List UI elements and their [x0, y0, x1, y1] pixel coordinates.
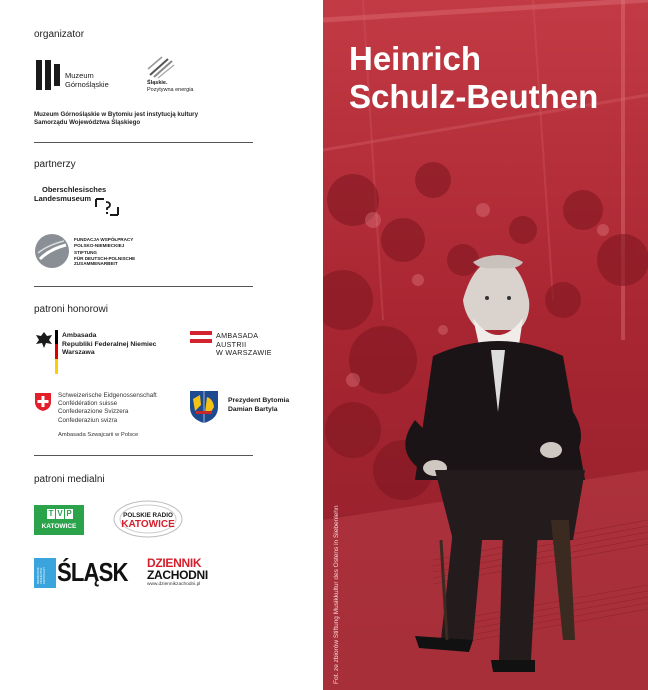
bytom-line2: Damian Bartyla: [228, 405, 278, 413]
tvp-letter: P: [66, 509, 72, 518]
section-title-media: patroni medialni: [34, 474, 105, 485]
divider: [34, 286, 253, 287]
oslm-line2: Landesmuseum: [34, 194, 92, 203]
dziennik-zachodni-logo: [143, 556, 223, 590]
tvp-letter: V: [57, 509, 63, 518]
fwpn-line2: POLSKO-NIEMIECKIEJ: [74, 242, 125, 248]
oslm-line1: Oberschlesisches: [42, 185, 107, 194]
radio-line1: POLSKIE RADIO: [123, 512, 173, 519]
slask-wordmark: ŚLĄSK: [57, 557, 128, 587]
slaskie-logo-line1: Śląskie.: [147, 80, 168, 86]
germany-line2: Republiki Federalnej Niemiec: [62, 340, 157, 348]
fwpn-line5: ZUSAMMENARBEIT: [74, 261, 118, 267]
bytom-line1: Prezydent Bytomia: [228, 397, 290, 404]
dziennik-line1: DZIENNIK: [147, 556, 202, 570]
dziennik-line2: ZACHODNI: [147, 568, 208, 582]
organizer-note-line2: Samorządu Województwa Śląskiego: [34, 118, 141, 126]
germany-line1: Ambasada: [62, 332, 97, 339]
section-title-honorary: patroni honorowi: [34, 304, 108, 315]
fwpn-line1: FUNDACJA WSPÓŁPRACY: [74, 237, 134, 242]
dziennik-url: www.dziennikzachodni.pl: [147, 582, 201, 587]
photo-credit: Fot. ze zbiorów Stiftung Musikkultur des Ostens in Siebenlehn: [333, 505, 340, 684]
austria-line2: AUSTRII: [216, 339, 247, 349]
fwpn-road-icon: [34, 233, 70, 269]
museum-logo-line2: Górnośląskie: [65, 79, 109, 89]
museum-logo-line1: Muzeum: [65, 71, 94, 80]
oslm-mark-icon: [94, 197, 120, 217]
fwpn-line4: FÜR DEUTSCH-POLNISCHE: [74, 255, 136, 261]
slaskie-logo-line2: Pozytywna energia: [147, 86, 194, 93]
bytom-coat-of-arms-icon: [188, 389, 220, 425]
tvp-letter: T: [48, 509, 54, 518]
slask-side-line1: MIESIĘCZNIK: [37, 567, 40, 584]
slask-side-box: [34, 558, 56, 588]
swiss-line4: Confederaziun svizra: [58, 416, 118, 424]
polskie-radio-katowice-logo: [112, 499, 184, 539]
bytom-president-logo: [188, 389, 298, 425]
germany-line3: Warszawa: [62, 349, 95, 356]
slask-side-line3: KULTURALNY: [43, 567, 47, 584]
tvp-katowice-logo: [34, 505, 84, 535]
divider: [34, 142, 253, 143]
section-title-partners: partnerzy: [34, 159, 76, 170]
organizer-note-line1: Muzeum Górnośląskie w Bytomiu jest instytucją kultury: [34, 111, 199, 118]
german-embassy-logo: [34, 330, 174, 374]
left-panel: [0, 0, 323, 690]
austria-flag-icon: [190, 331, 212, 343]
cover-panel: [323, 0, 648, 690]
german-eagle-icon: [34, 330, 54, 350]
austria-line3: W WARSZAWIE: [216, 348, 272, 357]
austrian-embassy-logo: [190, 331, 290, 361]
muzeum-gornoslaskie-logo: [34, 58, 124, 94]
slaskie-wave-icon: [146, 55, 176, 79]
swiss-line3: Confederazione Svizzera: [58, 408, 129, 416]
austria-line1: AMBASADA: [216, 331, 259, 340]
museum-mark-icon: [34, 58, 62, 92]
slask-magazine-logo: [34, 557, 128, 588]
swiss-line2: Confédération suisse: [58, 400, 118, 408]
swiss-line5: Ambasada Szwajcarii w Polsce: [58, 432, 139, 437]
swiss-shield-icon: [34, 392, 52, 412]
cover-title-line1: Heinrich: [349, 40, 482, 77]
fwpn-logo: [34, 233, 164, 273]
section-title-organizer: organizator: [34, 29, 85, 40]
swiss-embassy-logo: [34, 392, 184, 438]
slaskie-logo: [143, 55, 203, 97]
swiss-line1: Schweizerische Eidgenossenschaft: [58, 392, 157, 399]
german-flag-bar: [55, 330, 58, 374]
oberschlesisches-landesmuseum-logo: [34, 185, 134, 219]
tvp-subtitle: KATOWICE: [41, 523, 77, 530]
divider: [34, 455, 253, 456]
cover-title-line2: Schulz-Beuthen: [349, 78, 599, 115]
fwpn-line3: STIFTUNG: [74, 250, 97, 256]
slask-side-line2: SPOŁECZNO-: [40, 567, 44, 584]
cover-title: [349, 40, 598, 116]
radio-line2: KATOWICE: [121, 519, 175, 530]
